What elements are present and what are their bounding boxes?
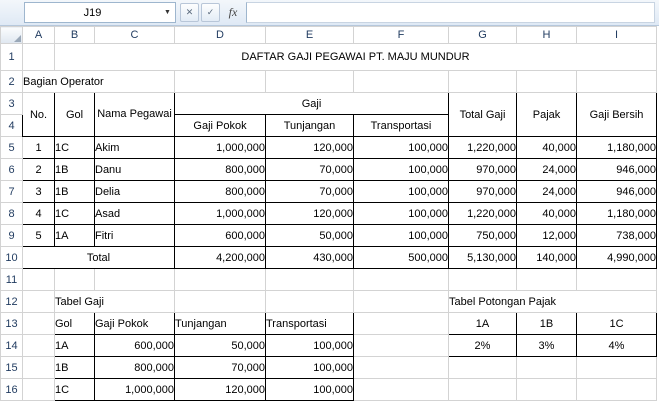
cell-tunjangan[interactable]: 120,000 — [266, 137, 354, 159]
total-pajak[interactable]: 140,000 — [517, 247, 577, 269]
cell-gol[interactable]: 1C — [55, 137, 95, 159]
select-all-icon — [14, 35, 21, 42]
tabel-gaji-gol[interactable]: 1A — [55, 335, 95, 357]
table-row — [1, 159, 657, 181]
cell-a13[interactable] — [23, 313, 55, 335]
cell-b11[interactable] — [55, 269, 95, 291]
cell-gaji-pokok[interactable]: 1,000,000 — [175, 203, 266, 225]
cell-gol[interactable]: 1A — [55, 225, 95, 247]
cell-nama[interactable]: Delia — [95, 181, 175, 203]
cell-total-gaji[interactable]: 970,000 — [449, 181, 517, 203]
cell-no[interactable]: 5 — [23, 225, 55, 247]
tabel-gaji-tunjangan[interactable]: 50,000 — [175, 335, 266, 357]
tabel-gaji-header-tunjangan[interactable]: Tunjangan — [175, 313, 266, 335]
cell-total-gaji[interactable]: 970,000 — [449, 159, 517, 181]
formula-bar — [0, 0, 659, 26]
formula-input[interactable] — [246, 2, 655, 23]
table-row — [1, 93, 657, 115]
cell-g15[interactable] — [449, 357, 517, 379]
cell-pajak[interactable]: 24,000 — [517, 159, 577, 181]
cell-tunjangan[interactable]: 120,000 — [266, 203, 354, 225]
row-header-13[interactable]: 13 — [1, 313, 23, 335]
cell-f2[interactable] — [354, 71, 449, 93]
row-header-6[interactable]: 6 — [1, 159, 23, 181]
tabel-gaji-title[interactable]: Tabel Gaji — [55, 291, 175, 313]
spreadsheet-grid[interactable] — [0, 26, 659, 401]
cell-nama[interactable]: Asad — [95, 203, 175, 225]
header-nama-pegawai[interactable]: Nama Pegawai — [95, 93, 175, 137]
cell-e2[interactable] — [266, 71, 354, 93]
cell-g2[interactable] — [449, 71, 517, 93]
cell-a15[interactable] — [23, 357, 55, 379]
cell-e11[interactable] — [266, 269, 354, 291]
cell-a12[interactable] — [23, 291, 55, 313]
cell-d12[interactable] — [175, 291, 266, 313]
row-header-7[interactable]: 7 — [1, 181, 23, 203]
header-total-gaji[interactable]: Total Gaji — [449, 93, 517, 137]
tabel-gaji-gol[interactable]: 1C — [55, 379, 95, 401]
cell-i16[interactable] — [577, 379, 657, 401]
cell-pajak[interactable]: 40,000 — [517, 203, 577, 225]
table-row — [1, 379, 657, 401]
table-row — [1, 44, 657, 71]
column-header-i[interactable]: I — [577, 27, 657, 44]
column-header-c[interactable]: C — [95, 27, 175, 44]
table-row — [1, 247, 657, 269]
column-header-row — [1, 27, 657, 44]
cell-tunjangan[interactable]: 50,000 — [266, 225, 354, 247]
chevron-down-icon[interactable]: ▼ — [164, 9, 171, 16]
tabel-gaji-pokok[interactable]: 600,000 — [95, 335, 175, 357]
cell-tunjangan[interactable]: 70,000 — [266, 181, 354, 203]
tabel-pajak-header-1c[interactable]: 1C — [577, 313, 657, 335]
cell-h15[interactable] — [517, 357, 577, 379]
cell-gaji-pokok[interactable]: 600,000 — [175, 225, 266, 247]
cell-transportasi[interactable]: 100,000 — [354, 137, 449, 159]
section-label[interactable]: Bagian Operator — [23, 71, 175, 93]
tabel-gaji-tunjangan[interactable]: 120,000 — [175, 379, 266, 401]
cell-gaji-bersih[interactable]: 946,000 — [577, 181, 657, 203]
cell-h2[interactable] — [517, 71, 577, 93]
table-row — [1, 313, 657, 335]
cell-no[interactable]: 4 — [23, 203, 55, 225]
cell-pajak[interactable]: 40,000 — [517, 137, 577, 159]
header-transportasi[interactable]: Transportasi — [354, 115, 449, 137]
row-header-14[interactable]: 14 — [1, 335, 23, 357]
table-row — [1, 137, 657, 159]
total-total-gaji[interactable]: 5,130,000 — [449, 247, 517, 269]
table-row — [1, 357, 657, 379]
row-header-1[interactable]: 1 — [1, 44, 23, 71]
cell-gol[interactable]: 1B — [55, 181, 95, 203]
cell-total-gaji[interactable]: 750,000 — [449, 225, 517, 247]
cell-total-gaji[interactable]: 1,220,000 — [449, 137, 517, 159]
cell-a11[interactable] — [23, 269, 55, 291]
table-row — [1, 181, 657, 203]
header-pajak[interactable]: Pajak — [517, 93, 577, 137]
cell-d11[interactable] — [175, 269, 266, 291]
column-header-g[interactable]: G — [449, 27, 517, 44]
cell-gaji-bersih[interactable]: 738,000 — [577, 225, 657, 247]
tabel-pajak-value-1b[interactable]: 3% — [517, 335, 577, 357]
cell-no[interactable]: 3 — [23, 181, 55, 203]
cell-pajak[interactable]: 24,000 — [517, 181, 577, 203]
cell-e12[interactable] — [266, 291, 354, 313]
header-gaji-bersih[interactable]: Gaji Bersih — [577, 93, 657, 137]
cell-gaji-pokok[interactable]: 800,000 — [175, 181, 266, 203]
cell-d2[interactable] — [175, 71, 266, 93]
row-header-3[interactable]: 3 — [1, 93, 23, 115]
cell-a14[interactable] — [23, 335, 55, 357]
tabel-pajak-title[interactable]: Tabel Potongan Pajak — [449, 291, 657, 313]
tabel-gaji-pokok[interactable]: 800,000 — [95, 357, 175, 379]
table-row — [1, 203, 657, 225]
cell-tunjangan[interactable]: 70,000 — [266, 159, 354, 181]
cell-no[interactable]: 2 — [23, 159, 55, 181]
cancel-formula-icon[interactable]: ✕ — [180, 3, 199, 22]
formula-buttons — [180, 3, 244, 22]
cell-gaji-pokok[interactable]: 1,000,000 — [175, 137, 266, 159]
tabel-gaji-gol[interactable]: 1B — [55, 357, 95, 379]
cell-f14[interactable] — [354, 335, 449, 357]
tabel-pajak-header-1b[interactable]: 1B — [517, 313, 577, 335]
total-label[interactable]: Total — [23, 247, 175, 269]
cell-transportasi[interactable]: 100,000 — [354, 159, 449, 181]
name-box-value: J19 — [83, 6, 102, 19]
tabel-pajak-value-1a[interactable]: 2% — [449, 335, 517, 357]
cell-gaji-bersih[interactable]: 1,180,000 — [577, 203, 657, 225]
row-header-16[interactable]: 16 — [1, 379, 23, 401]
tabel-gaji-header-transportasi[interactable]: Transportasi — [266, 313, 354, 335]
cell-i15[interactable] — [577, 357, 657, 379]
tabel-gaji-transportasi[interactable]: 100,000 — [266, 357, 354, 379]
row-header-8[interactable]: 8 — [1, 203, 23, 225]
tabel-gaji-header-gol[interactable]: Gol — [55, 313, 95, 335]
tabel-pajak-value-1c[interactable]: 4% — [577, 335, 657, 357]
header-gol[interactable]: Gol — [55, 93, 95, 137]
row-header-15[interactable]: 15 — [1, 357, 23, 379]
name-box[interactable] — [24, 2, 176, 23]
table-row — [1, 291, 657, 313]
cell-f11[interactable] — [354, 269, 449, 291]
column-header-e[interactable]: E — [266, 27, 354, 44]
cell-g11[interactable] — [449, 269, 517, 291]
column-header-h[interactable]: H — [517, 27, 577, 44]
cell-i11[interactable] — [577, 269, 657, 291]
cell-nama[interactable]: Akim — [95, 137, 175, 159]
confirm-formula-icon[interactable]: ✓ — [201, 3, 220, 22]
tabel-pajak-header-1a[interactable]: 1A — [449, 313, 517, 335]
total-tunjangan[interactable]: 430,000 — [266, 247, 354, 269]
header-tunjangan[interactable]: Tunjangan — [266, 115, 354, 137]
select-all-corner[interactable] — [1, 27, 23, 44]
cell-a1[interactable] — [23, 44, 55, 71]
sheet-title[interactable]: DAFTAR GAJI PEGAWAI PT. MAJU MUNDUR — [55, 44, 657, 71]
row-header-4[interactable]: 4 — [1, 115, 23, 137]
cell-h16[interactable] — [517, 379, 577, 401]
cell-f15[interactable] — [354, 357, 449, 379]
cell-nama[interactable]: Fitri — [95, 225, 175, 247]
tabel-gaji-tunjangan[interactable]: 70,000 — [175, 357, 266, 379]
cell-f12[interactable] — [354, 291, 449, 313]
cell-gaji-pokok[interactable]: 800,000 — [175, 159, 266, 181]
table-row — [1, 71, 657, 93]
header-gaji-pokok[interactable]: Gaji Pokok — [175, 115, 266, 137]
cell-c11[interactable] — [95, 269, 175, 291]
tabel-gaji-pokok[interactable]: 1,000,000 — [95, 379, 175, 401]
tabel-gaji-header-pokok[interactable]: Gaji Pokok — [95, 313, 175, 335]
table-row — [1, 269, 657, 291]
header-no[interactable]: No. — [23, 93, 55, 137]
insert-function-icon[interactable]: fx — [228, 5, 238, 19]
tabel-gaji-transportasi[interactable]: 100,000 — [266, 335, 354, 357]
cell-f16[interactable] — [354, 379, 449, 401]
cell-h11[interactable] — [517, 269, 577, 291]
cell-total-gaji[interactable]: 1,220,000 — [449, 203, 517, 225]
row-header-12[interactable]: 12 — [1, 291, 23, 313]
column-header-b[interactable]: B — [55, 27, 95, 44]
table-row — [1, 335, 657, 357]
cell-nama[interactable]: Danu — [95, 159, 175, 181]
row-header-11[interactable]: 11 — [1, 269, 23, 291]
row-header-10[interactable]: 10 — [1, 247, 23, 269]
cell-g16[interactable] — [449, 379, 517, 401]
row-header-2[interactable]: 2 — [1, 71, 23, 93]
cell-no[interactable]: 1 — [23, 137, 55, 159]
sheet-table — [0, 26, 657, 401]
row-header-9[interactable]: 9 — [1, 225, 23, 247]
cell-gol[interactable]: 1B — [55, 159, 95, 181]
cell-a16[interactable] — [23, 379, 55, 401]
column-header-d[interactable]: D — [175, 27, 266, 44]
column-header-f[interactable]: F — [354, 27, 449, 44]
cell-f13[interactable] — [354, 313, 449, 335]
cell-i2[interactable] — [577, 71, 657, 93]
total-transportasi[interactable]: 500,000 — [354, 247, 449, 269]
cell-transportasi[interactable]: 100,000 — [354, 225, 449, 247]
cell-gaji-bersih[interactable]: 1,180,000 — [577, 137, 657, 159]
cell-transportasi[interactable]: 100,000 — [354, 181, 449, 203]
column-header-a[interactable]: A — [23, 27, 55, 44]
header-gaji-group[interactable]: Gaji — [175, 93, 449, 115]
cell-gaji-bersih[interactable]: 946,000 — [577, 159, 657, 181]
row-header-5[interactable]: 5 — [1, 137, 23, 159]
total-gaji-bersih[interactable]: 4,990,000 — [577, 247, 657, 269]
total-gaji-pokok[interactable]: 4,200,000 — [175, 247, 266, 269]
cell-transportasi[interactable]: 100,000 — [354, 203, 449, 225]
cell-gol[interactable]: 1C — [55, 203, 95, 225]
tabel-gaji-transportasi[interactable]: 100,000 — [266, 379, 354, 401]
cell-pajak[interactable]: 12,000 — [517, 225, 577, 247]
table-row — [1, 225, 657, 247]
